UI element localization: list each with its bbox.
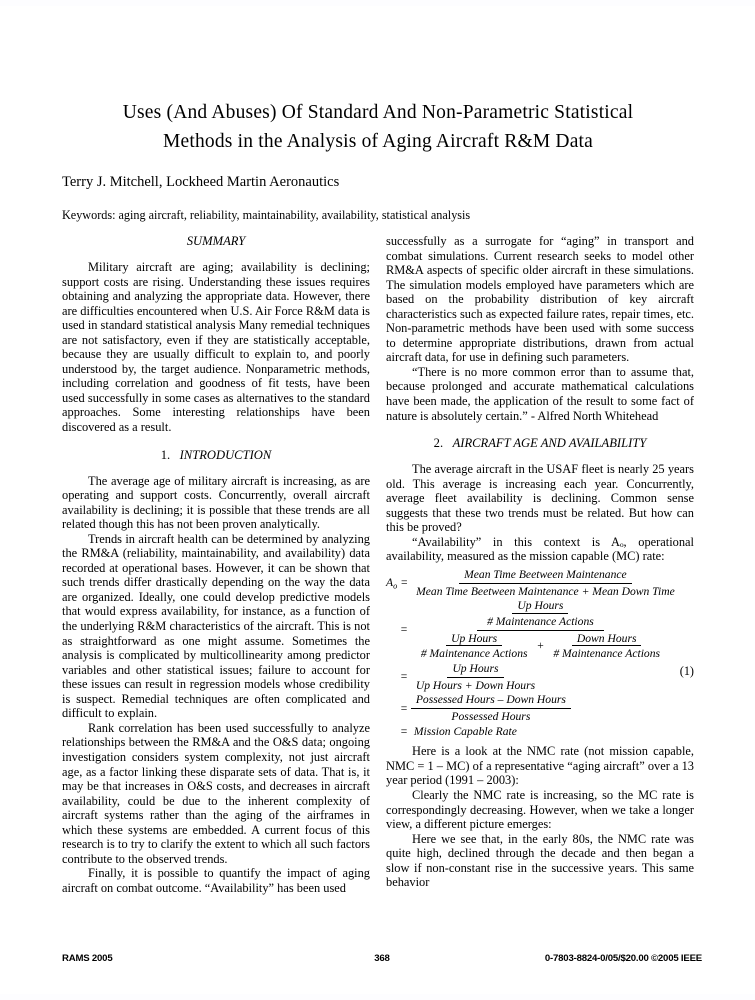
intro-paragraph-1: The average age of military aircraft is increasing, as are operating and support costs. Concurrently, overall aircraft availability is declining; it is possible that these trends are all related though this has not been proven analytically. [62,473,370,532]
fraction-2-denominator-left-top: Up Hours [446,632,502,647]
equation-1 [386,568,694,738]
fraction-2-numerator-inner [482,599,599,628]
fraction-3-numerator: Up Hours [447,662,503,678]
plus-sign: + [536,639,545,653]
fraction-3-denominator: Up Hours + Down Hours [415,678,536,692]
post-equation-paragraph-1: Here is a look at the NMC rate (not mission capable, NMC = 1 – MC) of a representative “aging aircraft” over a 13 year period (1991 – 2003): [386,744,694,788]
section2-paragraph-2: “Availability” in this context is Aₒ, operational availability, measured as the mission capable (MC) rate: [386,534,694,564]
footer-copyright: 0-7803-8824-0/05/$20.00 ©2005 IEEE [544,953,702,964]
fraction-2-denominator [411,631,670,661]
fraction-2 [411,599,670,661]
author-affiliation: Terry J. Mitchell, Lockheed Martin Aeronautics [62,174,340,190]
continued-paragraph: successfully as a surrogate for “aging” in transport and combat simulations. Current research seeks to model other RM&A aspects of specific older aircraft in these simulations. The simulation models employed have parameters which are based on the probability distribution of key aircraft characteristics such as expected failure rates, repair times, etc. Non-parametric methods have been used with some success to determine appropriate distributions, drawn from actual aircraft data, for use in defining such parameters. [386,234,694,365]
post-equation-paragraph-3: Here we see that, in the early 80s, the NMC rate was quite high, declined through the decade and then began a slow if non-constant rise in the successive years. This same behavior [386,831,694,890]
section2-heading [386,436,694,451]
introduction-heading [62,448,370,463]
intro-paragraph-4: Finally, it is possible to quantify the impact of aging aircraft on combat outcome. “Availability” has been used [62,866,370,895]
equation-line-1 [386,568,694,598]
right-column [386,234,694,890]
introduction-heading-number: 1. [160,447,171,462]
page-title [62,98,694,156]
fraction-1 [411,568,680,598]
whitehead-quote-paragraph: “There is no more common error than to assume that, because prolonged and accurate mathematical calculations have been made, the application of the result to some fact of nature is absolutely certain.” - Alfred North Whitehead [386,364,694,423]
fraction-2-denominator-left [416,632,533,661]
fraction-2-numerator [477,599,604,630]
fraction-1-denominator: Mean Time Beetween Maintenance + Mean Down Time [416,584,675,598]
keywords-line: Keywords: aging aircraft, reliability, maintainability, availability, statistical analysis [62,208,471,222]
equation-lhs [386,576,400,591]
left-column [62,234,370,895]
intro-paragraph-3: Rank correlation has been used successfully to analyze relationships between the RM&A and the O&S data; ongoing investigation considers system complexity, not just aircraft age, as a factor linking these disparate sets of data. That is, it may be that increases in O&S costs, and decreases in aircraft availability, could be due to the inherent complexity of aircraft systems rather than the aging of the airframes in which these systems are embedded. A current focus of this research is to try to clarify the extent to which all such factors contribute to the observed trends. [62,720,370,866]
equals-sign-1: = [400,576,409,590]
equals-sign-5: = [400,724,408,738]
fraction-4-denominator: Possessed Hours [451,709,531,723]
fraction-4-numerator: Possessed Hours – Down Hours [411,693,571,709]
summary-paragraph: Military aircraft are aging; availability is declining; support costs are rising. Understanding these issues requires obtaining and analyzing the appropriate data. However, there are difficulties encountered when U.S. Air Force R&M data is used in standard statistical analysis Many remedial techniques are not satisfactory, even if they are statistically acceptable, because they are usually difficult to explain to, and poorly understood by, the target audience. Nonparametric methods, including correlation and goodness of fit tests, have been used successfully in some cases as alternatives to the standard approaches. Some interesting relationships have been discovered as a result. [62,260,370,435]
fraction-2-denominator-row [416,632,665,661]
paper-sheet [0,6,755,994]
fraction-1-numerator: Mean Time Beetween Maintenance [459,568,632,584]
equation-line-5 [386,725,694,739]
equation-line-4 [386,693,694,723]
fraction-3 [411,662,540,692]
title-line-2: Methods in the Analysis of Aging Aircraft R&M Data [162,131,594,152]
equals-sign-2: = [400,623,408,637]
fraction-2-denominator-right [548,632,665,661]
equation-line-3 [386,662,694,692]
section2-paragraph-1: The average aircraft in the USAF fleet is nearly 25 years old. This average is increasing each year. Concurrently, average fleet availability is declining. Common sense suggests that these two trends must be related. But how can this be proved? [386,462,694,535]
footer-conference: RAMS 2005 [62,953,113,964]
fraction-2-numerator-top: Up Hours [512,599,568,614]
title-line-1: Uses (And Abuses) Of Standard And Non-Parametric Statistical [122,102,634,123]
fraction-2-numerator-bottom: # Maintenance Actions [487,614,594,628]
equation-line-2 [386,599,694,661]
equals-sign-4: = [400,701,408,715]
introduction-heading-text: INTRODUCTION [179,447,272,462]
footer-page-number: 368 [374,953,390,964]
equation-lhs-symbol: A [386,575,394,589]
mission-capable-rate-text: Mission Capable Rate [413,724,517,738]
fraction-2-denominator-right-bottom: # Maintenance Actions [553,647,661,661]
fraction-2-denominator-right-top: Down Hours [572,632,642,647]
section2-heading-number: 2. [433,436,444,451]
post-equation-paragraph-2: Clearly the NMC rate is increasing, so the MC rate is correspondingly decreasing. However, when we take a longer view, a different picture emerges: [386,787,694,832]
fraction-4 [411,693,571,723]
equation-number: (1) [679,663,694,678]
intro-paragraph-2: Trends in aircraft health can be determined by analyzing the RM&A (reliability, maintainability, and availability) data recorded at operational bases. However, it can be shown that such trends differ drastically depending on the way the data are organized. Ideally, one could develop predictive models that would express availability, for instance, as a function of the underlying R&M characteristics of the aircraft. This is not as straightforward as one might assume. Sometimes the analysis is complicated by multicollinearity among predictor variables and other statistical issues; failure to account for these issues can result in regression models whose credibility is suspect. Remedial techniques are often complicated and difficult to explain. [62,531,370,721]
summary-heading: SUMMARY [186,234,246,248]
fraction-2-denominator-left-bottom: # Maintenance Actions [420,647,528,661]
equals-sign-3: = [400,670,408,684]
section2-heading-text: AIRCRAFT AGE AND AVAILABILITY [452,436,647,451]
equation-lhs-subscript: o [393,580,398,590]
